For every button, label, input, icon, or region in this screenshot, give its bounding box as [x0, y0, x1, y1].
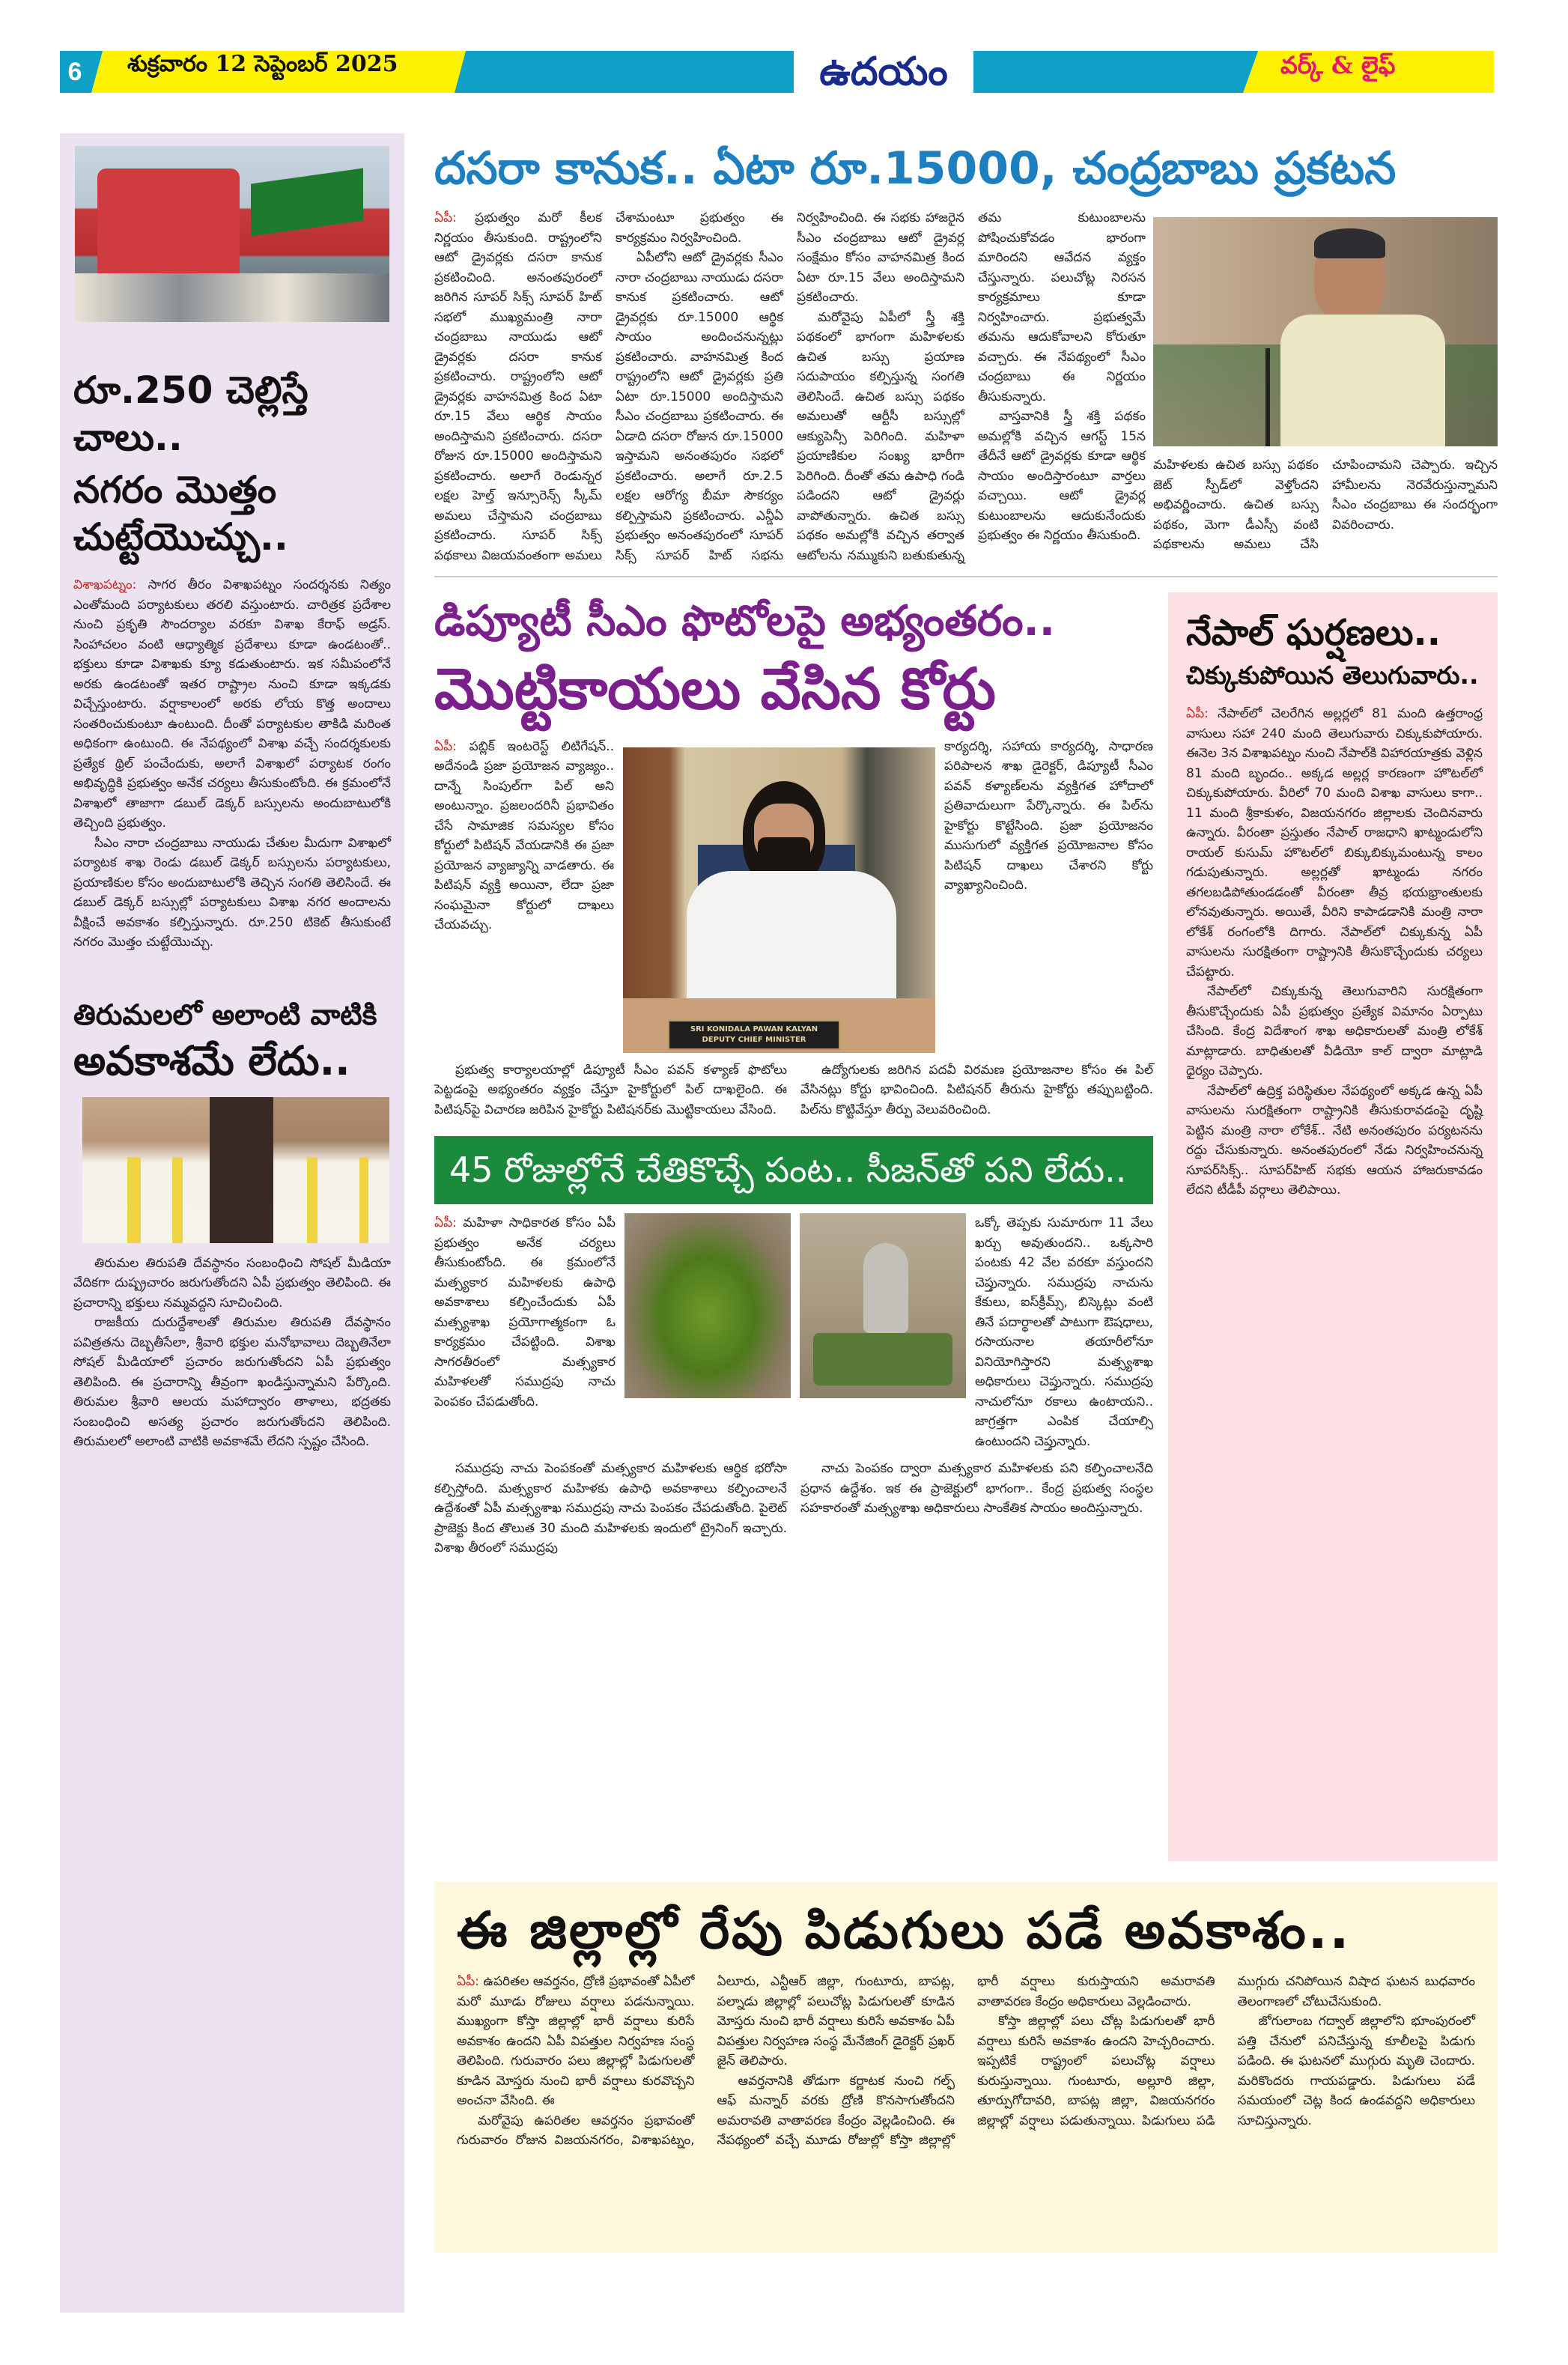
- paragraph: మహిళా సాధికారత కోసం ఏపీ ప్రభుత్వం అనేక చర్యలు తీసుకుంటోంది. ఈ క్రమంలోనే మత్స్యకార మహిళలకు ఉపాధి అవకాశాలు కల్పించేందుకు ఏపీ మత్స్యశాఖ ప్రయోగాత్మకంగా ఓ కార్యక్రమం చేపట్టింది. విశాఖ సాగరతీరంలో మత్స్యకార మహిళలతో సముద్రపు నాచు పెంపకం చేపడుతోంది.: [434, 1215, 616, 1409]
- paragraph: మరోవైపు ఏపీలో స్త్రీ శక్తి పథకంలో భాగంగా మహిళలకు ఉచిత బస్సు ప్రయాణ సదుపాయం కల్పిస్తున్న సంగతి తెలిసిందే. ఉచిత బస్సు పథకం అమలుతో ఆర్టీసీ బస్సుల్లో ఆక్యుపెన్సీ పెరిగింది. మహిళా ప్రయాణికుల సంఖ్య భారీగా పెరిగింది. దీంతో తమ ఉపాధి గండి పడిందని ఆటో డ్రైవర్లు వాపోతున్నారు. ఉచిత బస్సు పథకం అమల్లోకి వచ్చిన తర్వాత ఆటోలను నమ్ముకుని బతుకుతున్న తమ కుటుంబాలను పోషించుకోవడం భారంగా మారిందని ఆవేదన వ్యక్తం చేస్తున్నారు. పలుచోట్ల నిరసన కార్యక్రమాలు కూడా నిర్వహించారు. ప్రభుత్వమే తమను ఆదుకోవాలని కోరుతూ వచ్చారు. ఈ నేపథ్యంలో సీఎం చంద్రబాబు ఈ నిర్ణయం తీసుకున్నారు.: [797, 210, 1146, 563]
- chandrababu-photo: [1153, 217, 1498, 446]
- paragraph: ఒక్కో తెప్పకు సుమారుగా 11 వేలు ఖర్చు అవుతుందని.. ఒక్కసారి పంటకు 42 వేల వరకూ వస్తుందని చెప్తున్నారు. సముద్రపు నాచును కేకులు, ఐస్‌క్రీమ్స్, బిస్కెట్లు వంటి తినే పదార్థాలతో పాటుగా ఔషధాలు, రసాయనాల తయారీలోనూ వినియోగిస్తారని మత్స్యశాఖ అధికారులు చెప్తున్నారు. సముద్రపు నాచులోనూ రకాలు ఉంటాయని.. జాగ్రత్తగా ఎంపిక చేయాల్సి ఉంటుందని చెప్తున్నారు.: [975, 1215, 1153, 1449]
- paragraph: మరోవైపు ఉపరితల ఆవర్తనం ప్రభావంతో గురువారం రోజున విజయనగరం, విశాఖపట్నం, ఏలూరు, ఎన్టీఆర్ జిల్లా, గుంటూరు, బాపట్ల, పల్నాడు జిల్లాల్లో పలుచోట్ల పిడుగులతో కూడిన మోస్తరు నుంచి భారీ వర్షాలు కురిసే అవకాశం ఏపీ విపత్తుల నిర్వహణ సంస్థ మేనేజింగ్ డైరెక్టర్ ప్రఖర్ జైన్ తెలిపారు.: [457, 1974, 955, 2149]
- paragraph: వాస్తవానికి స్త్రీ శక్తి పథకం అమల్లోకి వచ్చిన ఆగస్ట్ 15న తేదీనే ఆటో డ్రైవర్లకు కూడా ఆర్థిక సాయం అందిస్తారంటూ వార్తలు వచ్చాయి. ఆటో డ్రైవర్ల కుటుంబాలను ఆదుకునేందుకు ప్రభుత్వం ఈ నిర్ణయం తీసుకుంది.: [978, 409, 1146, 543]
- nepal-story-box: [1168, 592, 1498, 1861]
- seaweed-headline-banner: 45 రోజుల్లోనే చేతికొచ్చే పంట.. సీజన్‌తో పని లేదు..: [434, 1136, 1153, 1204]
- paragraph: పబ్లిక్ ఇంటరెస్ట్ లిటిగేషన్.. అదేనండి ప్రజా ప్రయోజన వ్యాజ్యం.. దాన్నే సింపుల్‌గా పిల్ అని అంటున్నాం. ప్రజలందరినీ ప్రభావితం చేసే సామాజిక సమస్యల కోసం కోర్టులో పిటిషన్ వేయడానికి ఈ ప్రజా ప్రయోజన వ్యాజ్యాన్ని వాడతారు. ఈ పిటిషన్ వ్యక్తి అయినా, లేదా ప్రజా సంఘమైనా కోర్టులో దాఖలు చేయవచ్చు.: [434, 738, 614, 933]
- dateline: ఏపీ:: [434, 210, 457, 225]
- dateline: ఏపీ:: [434, 1215, 457, 1231]
- lead-story-body: [434, 208, 1146, 565]
- thunderstorm-headline: ఈ జిల్లాల్లో రేపు పిడుగులు పడే అవకాశం..: [457, 1901, 1352, 1961]
- paragraph: సముద్రపు నాచు పెంపకంతో మత్స్యకార మహిళలకు ఆర్థిక భరోసా కల్పిస్తోంది. మత్స్యకార మహిళకు ఉపాధి అవకాశాలు కల్పించాలనే ఉద్దేశంతో ఏపీ మత్స్యశాఖ సముద్రపు నాచు పెంపకం చేపడుతోంది. పైలెట్ ప్రాజెక్టు కింద తొలుత 30 మంది మహిళలకు ఇందులో ట్రైనింగ్ ఇచ్చారు. విశాఖ తీరంలో సముద్రపు: [434, 1461, 787, 1556]
- paragraph: ఉపరితల ఆవర్తనం, ద్రోణి ప్రభావంతో ఏపీలో మరో మూడు రోజులు వర్షాలు పడనున్నాయి. ముఖ్యంగా కోస్తా జిల్లాల్లో భారీ వర్షాలు కురిసే అవకాశం ఉందని ఏపీ విపత్తుల నిర్వహణ సంస్థ తెలిపింది. గురువారం పలు జిల్లాల్లో పిడుగులతో కూడిన మోస్తరు నుంచి భారీ వర్షాలు కురవొచ్చని అంచనా వేసింది. ఈ: [457, 1974, 695, 2109]
- paragraph: నేపాల్‌లో ఉద్రిక్త పరిస్థితుల నేపథ్యంలో అక్కడ ఉన్న ఏపీ వాసులను సురక్షితంగా రాష్ట్రానికి తీసుకురావడంపై దృష్టి పెట్టిన మంత్రి నారా లోకేశ్.. నేటి అనంతపురం పర్యటనను రద్దు చేసుకున్నారు. అనంతపురంలో నేడు నిర్వహించనున్న సూపర్‌సిక్స్.. సూపర్‌హిట్ సభకు ఆయన హాజరుకావడం లేదని టీడీపీ వర్గాలు తెలిపాయి.: [1186, 1083, 1483, 1198]
- paragraph: రాజకీయ దురుద్దేశాలతో తిరుమల తిరుపతి దేవస్థానం పవిత్రతను దెబ్బతీసేలా, శ్రీవారి భక్తుల మనోభావాలు దెబ్బతినేలా సోషల్ మీడియాలో ప్రచారం జరుగుతోందని ఏపీ ప్రభుత్వం తెలిపింది. ఈ ప్రచారాన్ని తీవ్రంగా ఖండిస్తున్నామని పేర్కొంది. తిరుమల శ్రీవారి ఆలయ మహాద్వారం తాళాలు, భద్రతకు సంబంధించి అసత్య ప్రచారం జరుగుతోందని తెలిపింది. తిరుమలలో అలాంటి వాటికి అవకాశమే లేదని స్పష్టం చేసింది.: [73, 1315, 391, 1449]
- paragraph: నేపాల్‌లో చెలరేగిన అల్లర్లలో 81 మంది ఉత్తరాంధ్ర వాసులు సహా 240 మంది తెలుగువారు చిక్కుకుపోయారు. ఈనెల 3న విశాఖపట్నం నుంచి నేపాల్‌కి విహారయాత్రకు వెళ్లిన 81 మంది బృందం.. అక్కడ అల్లర్ల కారణంగా హొటల్‌లో చిక్కుకుపోయారు. వీరిలో 70 మంది విశాఖ వాసులు కాగా.. 11 మంది శ్రీకాకుళం, విజయనగరం జిల్లాలకు చెందినవారు ఉన్నారు. వీరంతా ప్రస్తుతం నేపాల్ రాజధాని ఖాట్మండులోని రాయల్ కుసుమ్ హొటల్‌లో బిక్కుబిక్కుమంటున్న కాలం గడుపుతున్నారు. అల్లర్లతో ఖాట్మండు నగరం తగలబడిపోతుండడంతో వీరంతా తీవ్ర భయభ్రాంతులకు లోనవుతున్నారు. అయితే, వీరిని కాపాడడానికి మంత్రి నారా లోకేశ్ రంగంలోకి దిగారు. నేపాల్‌లో చిక్కుకున్న ఏపీ వాసులను సురక్షితంగా రాష్ట్రానికి తీసుకొచ్చేందుకు చర్యలు చేపట్టారు.: [1186, 706, 1483, 980]
- bus-story-headline-line2: నగరం మొత్తం చుట్టేయొచ్చు..: [73, 468, 288, 559]
- main-content: [434, 139, 1498, 2253]
- nameplate-title: DEPUTY CHIEF MINISTER: [702, 1035, 806, 1044]
- paragraph: నాచు పెంపకం ద్వారా మత్స్యకార మహిళలకు పని కల్పించాలనేది ప్రధాన ఉద్దేశం. ఇక ఈ ప్రాజెక్టులో భాగంగా.. కేంద్ర ప్రభుత్వ సంస్థల సహకారంతో మత్స్యశాఖ అధికారులు సాంకేతిక సాయం అందిస్తున్నారు.: [800, 1461, 1153, 1517]
- paragraph: ప్రభుత్వం మరో కీలక నిర్ణయం తీసుకుంది. రాష్ట్రంలోని ఆటో డ్రైవర్లకు దసరా కానుక ప్రకటించింది. అనంతపురంలో జరిగిన సూపర్ సిక్స్ సూపర్ హిట్ సభలో ముఖ్యమంత్రి నారా చంద్రబాబు నాయుడు ఆటో డ్రైవర్లకు దసరా కానుక ప్రకటించారు. రాష్ట్రంలోని ఆటో డ్రైవర్లకు వాహనమిత్ర కింద ఏటా రూ.15 వేలు ఆర్థిక సాయం అందిస్తామని ప్రకటించారు. దసరా రోజున రూ.15000 అందిస్తామని ప్రకటించారు. అలాగే రెండున్నర లక్షల హెల్త్ ఇన్సూరెన్స్ స్కీమ్ అమలు చేస్తామని చంద్రబాబు ప్రకటించారు. సూపర్ సిక్స్ పథకాలు విజయవంతంగా అమలు చేశామంటూ ప్రభుత్వం ఈ కార్యక్రమం నిర్వహించింది.: [434, 210, 783, 563]
- lead-headline: దసరా కానుక.. ఏటా రూ.15000, చంద్రబాబు ప్రకటన: [434, 142, 1397, 195]
- thunderstorm-story-body: [457, 1972, 1475, 2151]
- court-story-headline: [434, 592, 1153, 728]
- dateline: విశాఖపట్నం:: [73, 577, 137, 592]
- seaweed-story-bottom: [434, 1459, 1153, 1558]
- paragraph: కోస్తా జిల్లాల్లో పలు చోట్ల పిడుగులతో భారీ వర్షాలు కురిసే అవకాశం ఉందని హెచ్చరించారు. ఇప్పటికే రాష్ట్రంలో పలుచోట్ల వర్షాలు కురుస్తున్నాయి. గుంటూరు, అల్లూరి జిల్లా, తూర్పుగోదావరి, బాపట్ల జిల్లా, విజయనగరం జిల్లాల్లో వర్షాలు పడుతున్నాయి. పిడుగులు పడి ముగ్గురు చనిపోయిన విషాద ఘటన బుధవారం తెలంగాణలో చోటుచేసుకుంది.: [977, 1974, 1475, 2128]
- paragraph: కార్యదర్శి, సహాయ కార్యదర్శి, సాధారణ పరిపాలన శాఖ డైరెక్టర్, డిప్యూటీ సీఎం పవన్ కళ్యాణ్‌లను వ్యక్తిగత హోదాలో ప్రతివాదులుగా పేర్కొన్నారు. ఈ పిల్‌ను హైకోర్టు కొట్టేసింది. ప్రజా ప్రయోజనం ముసుగులో వ్యక్తిగత ప్రయోజనాల కోసం పిటిషన్ దాఖలు చేశారని కోర్టు వ్యాఖ్యానించింది.: [944, 738, 1153, 893]
- seaweed-farmer-photo: [800, 1213, 966, 1398]
- court-headline-line1: డిప్యూటీ సీఎం ఫొటోలపై అభ్యంతరం..: [434, 597, 1056, 646]
- seaweed-story-col1: [434, 1213, 616, 1412]
- seaweed-harvest-photo: [625, 1213, 791, 1398]
- tirumala-headline-line1: తిరుమలలో అలాంటి వాటికి: [73, 998, 377, 1031]
- newspaper-logo: [794, 40, 973, 103]
- section-title: వర్క్ & లైఫ్: [1280, 51, 1396, 79]
- double-decker-bus-photo: [75, 146, 389, 322]
- bus-story-body: [73, 575, 391, 953]
- ttd-officials-photo: [82, 1097, 389, 1243]
- section-divider: [434, 576, 1498, 577]
- bus-story-headline-line1: రూ.250 చెల్లిస్తే చాలు..: [73, 368, 309, 459]
- tirumala-story-body: [73, 1254, 391, 1452]
- dateline: ఏపీ:: [434, 738, 457, 754]
- paragraph: ఏపీలోని ఆటో డ్రైవర్లకు సీఎం నారా చంద్రబాబు నాయుడు దసరా కానుక ప్రకటించారు. ఆటో డ్రైవర్లకు రూ.15000 ఆర్థిక సాయం అందించనున్నట్లు ప్రకటించారు. వాహనమిత్ర కింద రాష్ట్రంలోని ఆటో డ్రైవర్లకు ప్రతి ఏటా రూ.15000 అందిస్తామని సీఎం చంద్రబాబు ప్రకటించారు. ఈ ఏడాది దసరా రోజున రూ.15000 ఇస్తామని అనంతపురం సభలో ప్రకటించారు. అలాగే రూ.2.5 లక్షల ఆరోగ్య బీమా సౌకర్యం కల్పిస్తామని ప్రకటించారు. ఎన్డీఏ ప్రభుత్వం అనంతపురంలో సూపర్ సిక్స్ సూపర్ హిట్ సభను నిర్వహించింది. ఈ సభకు హాజరైన సీఎం చంద్రబాబు ఆటో డ్రైవర్ల సంక్షేమం కోసం వాహనమిత్ర కింద ఏటా రూ.15 వేలు అందిస్తామని ప్రకటించారు.: [616, 210, 964, 563]
- lead-story-continuation: [1153, 455, 1498, 555]
- nameplate-name: SRI KONIDALA PAWAN KALYAN: [690, 1024, 818, 1033]
- tirumala-headline-line2: అవకాశమే లేదు..: [73, 1037, 350, 1084]
- dateline: ఏపీ:: [457, 1974, 479, 1990]
- logo-wordmark: ఉదయం: [819, 49, 948, 94]
- page-number: 6: [67, 58, 82, 86]
- thunderstorm-story-box: [434, 1882, 1498, 2253]
- court-headline-line2: మొట్టికాయలు వేసిన కోర్టు: [434, 655, 996, 723]
- paragraph: మహిళలకు ఉచిత బస్సు పథకం జెట్ స్పీడ్‌లో వెళ్తోందని అభివర్ణించారు. ఉచిత బస్సు పథకం, మెగా డీఎస్సీ వంటి పథకాలను అమలు చేసి చూపించామని చెప్పారు. ఇచ్చిన హామీలను నెరవేరుస్తున్నామని సీఎం చంద్రబాబు ఈ సందర్భంగా వివరించారు.: [1153, 458, 1498, 552]
- paragraph: సాగర తీరం విశాఖపట్నం సందర్శనకు నిత్యం ఎంతోమంది పర్యాటకులు తరలి వస్తుంటారు. చారిత్రక ప్రదేశాల నుంచి ప్రకృతి సౌందర్యాల వరకూ విశాఖ కేరాఫ్ అడ్రస్. సింహాచలం వంటి ఆధ్యాత్మిక ప్రదేశాలు కూడా ఉండటంతో.. భక్తులు కూడా విశాఖకు క్యూ కడుతుంటారు. ఇక సమీపంలోనే అరకు ఉండటంతో ఇతర రాష్ట్రాల నుంచి కూడా ఇక్కడకు విచ్చేస్తుంటారు. వర్షాకాలంలో అరకు లోయ కొత్త అందాలు సంతరించుకుంటూ ఉంటుంది. దీంతో పర్యాటకుల తాకిడి మరింత అధికంగా ఉంటుంది. ఈ నేపథ్యంలో విశాఖ వచ్చే సందర్శకులకు ప్రత్యేక థ్రిల్ పంచేందుకు, అలాగే విశాఖలో పర్యాటక రంగం అభివృద్ధికి ప్రభుత్వం అనేక చర్యలు తీసుకుంటోంది. ఈ క్రమంలోనే విశాఖలో తాజాగా డబుల్ డెక్కర్ బస్సులను అందుబాటులోకి తెచ్చింది ప్రభుత్వం.: [73, 577, 391, 831]
- court-story-col1: [434, 737, 614, 935]
- nameplate: [668, 1020, 840, 1050]
- nepal-headline-line1: నేపాల్ ఘర్షణలు..: [1186, 612, 1441, 654]
- issue-date: శుక్రవారం 12 సెప్టెంబర్ 2025: [127, 51, 398, 77]
- lead-story: [434, 208, 1498, 565]
- paragraph: తిరుమల తిరుపతి దేవస్థానం సంబంధించి సోషల్ మీడియా వేదికగా దుష్ప్రచారం జరుగుతోందని ఏపీ ప్రభుత్వం తెలిపింది. ఈ ప్రచారాన్ని భక్తులు నమ్మవద్దని సూచించింది.: [73, 1255, 391, 1311]
- paragraph: సీఎం నారా చంద్రబాబు నాయుడు చేతుల మీదుగా విశాఖలో పర్యాటక శాఖ రెండు డబుల్ డెక్కర్ బస్సులను పర్యాటకులు, ప్రయాణికుల కోసం అందుబాటులోకి తెచ్చిన సంగతి తెలిసిందే. ఈ డబుల్ డెక్కర్ బస్సుల్లో పర్యాటకులు విశాఖ నగర అందాలను వీక్షించే అవకాశం కల్పిస్తున్నారు. రూ.250 టికెట్ తీసుకుంటే నగరం మొత్తం చుట్టేయొచ్చు.: [73, 835, 391, 950]
- court-story-bottom: [434, 1060, 1153, 1120]
- paragraph: ప్రభుత్వ కార్యాలయాల్లో డిప్యూటీ సీఎం పవన్ కళ్యాణ్ ఫొటోలు పెట్టడంపై అభ్యంతరం వ్యక్తం చేస్తూ హైకోర్టులో పిల్ దాఖలైంది. ఈ పిటిషన్‌పై విచారణ జరిపిన హైకోర్టు పిటిషనర్‌కు మొట్టికాయలు వేసింది.: [434, 1062, 787, 1117]
- paragraph: ఉద్యోగులకు జరిగిన పదవీ విరమణ ప్రయోజనాల కోసం ఈ పిల్ వేసినట్లు కోర్టు భావించింది. పిటిషనర్ తీరును హైకోర్టు తప్పుబట్టింది. పిల్‌ను కొట్టివేస్తూ తీర్పు వెలువరించింది.: [800, 1062, 1153, 1117]
- page-header: [60, 51, 1494, 93]
- paragraph: జోగులాంబ గద్వాల్ జిల్లాలోని భూంపురంలో పత్తి చేనులో పనిచేస్తున్న కూలీలపై పిడుగు పడింది. ఈ ఘటనలో ముగ్గురు మృతి చెందారు. మరికొందరు గాయపడ్డారు. పిడుగులు పడే సమయంలో చెట్ల కింద ఉండవద్దని అధికారులు సూచిస్తున్నారు.: [1237, 2014, 1475, 2128]
- paragraph: ఆవర్తనానికి తోడుగా కర్ణాటక నుంచి గల్ఫ్ ఆఫ్ మన్నార్ వరకు ద్రోణి కొనసాగుతోందని అమరావతి వాతావరణ కేంద్రం వెల్లడించింది. ఈ నేపథ్యంలో వచ్చే మూడు రోజుల్లో కోస్తా జిల్లాల్లో భారీ వర్షాలు కురుస్తాయని అమరావతి వాతావరణ కేంద్రం అధికారులు వెల్లడించారు.: [717, 1974, 1215, 2149]
- nepal-headline-line2: చిక్కుకుపోయిన తెలుగువారు..: [1186, 661, 1479, 690]
- sidebar: [60, 133, 404, 2313]
- pawan-kalyan-photo: [623, 747, 935, 1053]
- dateline: ఏపీ:: [1186, 706, 1209, 722]
- paragraph: నేపాల్‌లో చిక్కుకున్న తెలుగువారిని సురక్షితంగా తీసుకొచ్చేందుకు ఏపీ ప్రభుత్వం ప్రత్యేక విమానం ఏర్పాటు చేసింది. కేంద్ర విదేశాంగ శాఖ అధికారులతో మంత్రి లోకేశ్ మాట్లాడారు. బాధితులతో వీడియో కాల్ ద్వారా మాట్లాడి ధైర్యం చెప్పారు.: [1186, 984, 1483, 1079]
- court-story-col3: [944, 737, 1153, 896]
- nepal-story-body: [1186, 704, 1483, 1200]
- seaweed-story-col4: [975, 1213, 1153, 1451]
